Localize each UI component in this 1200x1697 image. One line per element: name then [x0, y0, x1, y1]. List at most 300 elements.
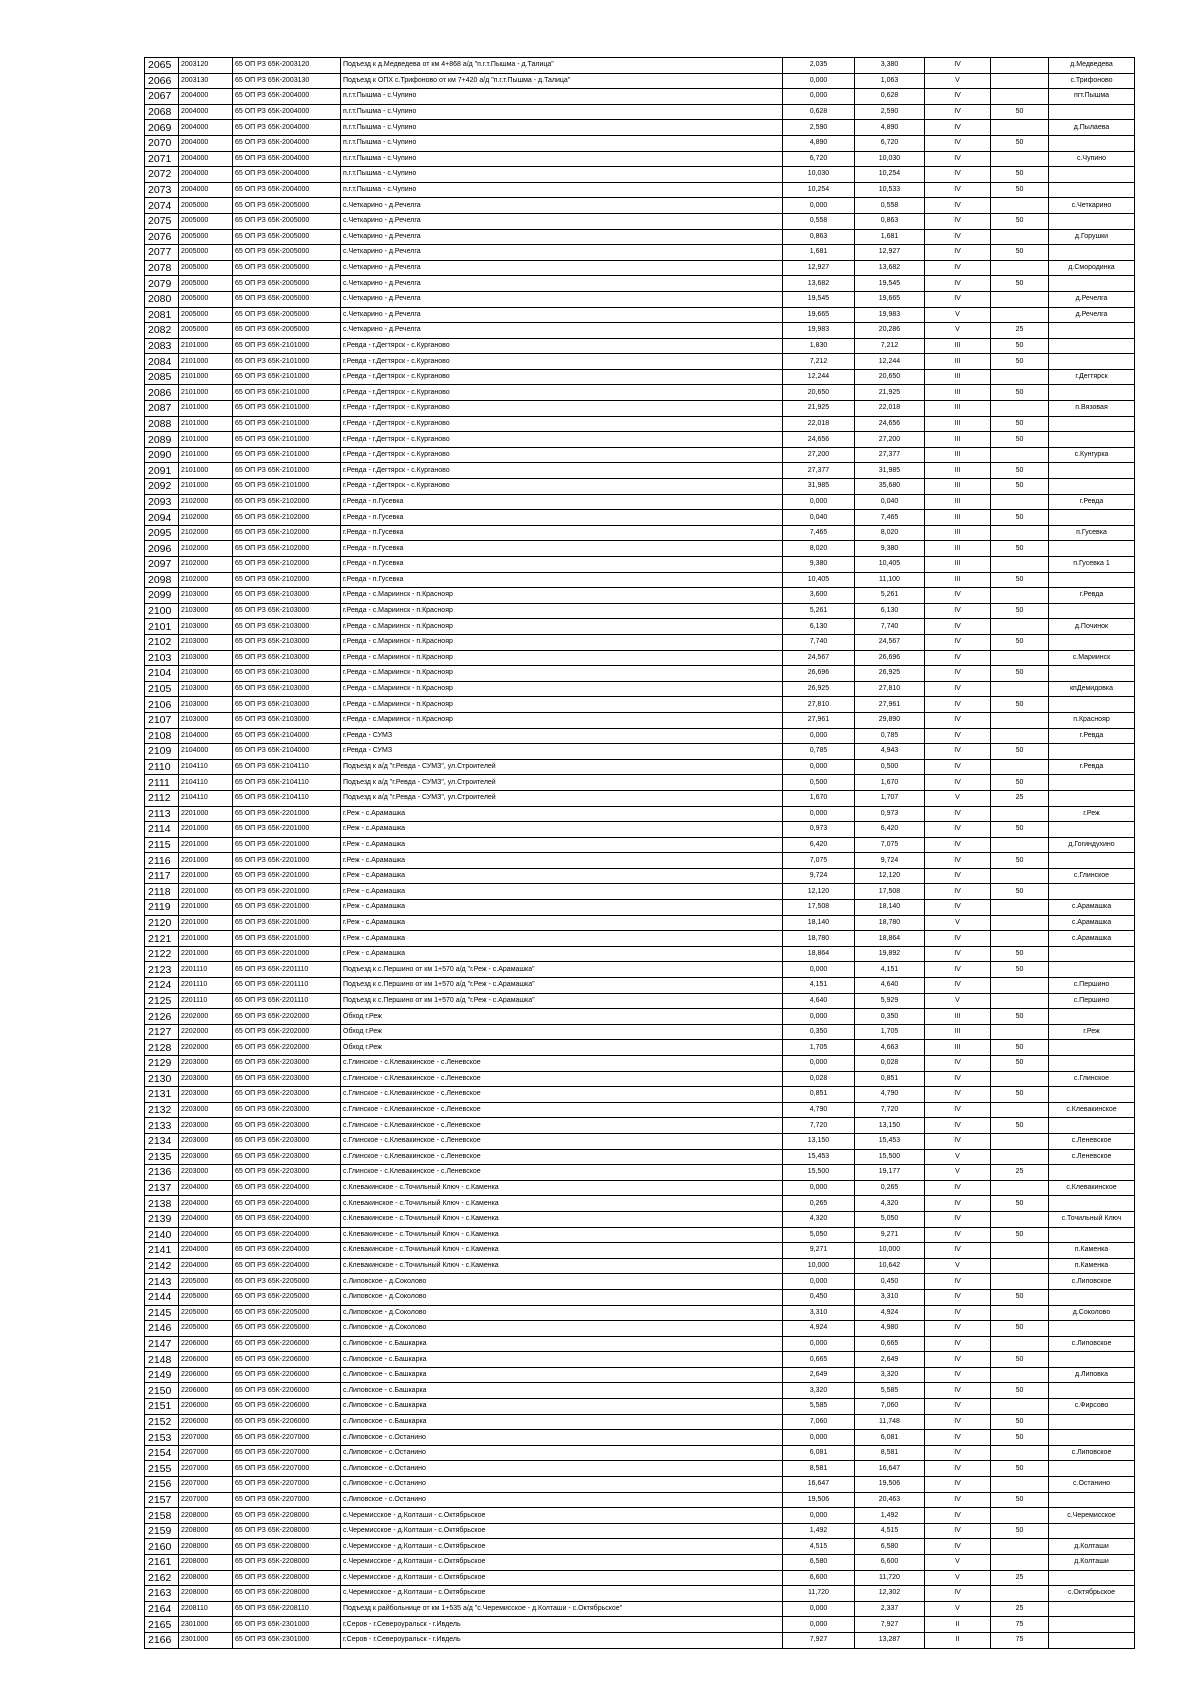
cell-no: 2098	[145, 572, 179, 588]
cell-no: 2095	[145, 525, 179, 541]
cell-reg: 65 ОП РЗ 65К-2003120	[233, 58, 341, 74]
cell-id: 2207000	[179, 1445, 233, 1461]
cell-category: IV	[925, 135, 991, 151]
cell-settlement	[1049, 1009, 1135, 1025]
cell-speed: 75	[991, 1632, 1049, 1648]
table-row	[145, 120, 1135, 136]
table-body	[145, 58, 1135, 1649]
cell-id: 2201000	[179, 806, 233, 822]
cell-name: с.Глинское - с.Клевакинское - с.Леневское	[341, 1056, 783, 1072]
cell-settlement	[1049, 1617, 1135, 1633]
cell-id: 2208000	[179, 1586, 233, 1602]
cell-category: V	[925, 307, 991, 323]
cell-category: III	[925, 557, 991, 573]
cell-speed: 50	[991, 245, 1049, 261]
cell-no: 2077	[145, 245, 179, 261]
cell-no: 2068	[145, 104, 179, 120]
cell-speed: 50	[991, 666, 1049, 682]
cell-end-km: 6,600	[855, 1555, 925, 1571]
cell-end-km: 0,863	[855, 213, 925, 229]
cell-settlement	[1049, 666, 1135, 682]
cell-category: III	[925, 369, 991, 385]
cell-start-km: 0,000	[783, 494, 855, 510]
cell-speed: 50	[991, 853, 1049, 869]
cell-start-km: 7,720	[783, 1118, 855, 1134]
cell-name: г.Реж - с.Арамашка	[341, 806, 783, 822]
cell-start-km: 0,000	[783, 1430, 855, 1446]
cell-reg: 65 ОП РЗ 65К-2205000	[233, 1274, 341, 1290]
cell-reg: 65 ОП РЗ 65К-2104110	[233, 775, 341, 791]
cell-no: 2124	[145, 978, 179, 994]
table-row	[145, 151, 1135, 167]
cell-no: 2133	[145, 1118, 179, 1134]
cell-settlement	[1049, 354, 1135, 370]
table-row	[145, 432, 1135, 448]
cell-name: г.Ревда - с.Мариинск - п.Краснояр	[341, 634, 783, 650]
cell-name: г.Ревда - г.Дегтярск - с.Курганово	[341, 479, 783, 495]
cell-no: 2125	[145, 993, 179, 1009]
cell-category: IV	[925, 1274, 991, 1290]
cell-id: 2101000	[179, 432, 233, 448]
cell-settlement: д.Гогиндухино	[1049, 837, 1135, 853]
cell-start-km: 0,000	[783, 1336, 855, 1352]
cell-id: 2101000	[179, 447, 233, 463]
cell-no: 2100	[145, 603, 179, 619]
cell-speed	[991, 1133, 1049, 1149]
cell-no: 2115	[145, 837, 179, 853]
cell-settlement: с.Точильный Ключ	[1049, 1211, 1135, 1227]
cell-id: 2207000	[179, 1477, 233, 1493]
cell-category: IV	[925, 276, 991, 292]
cell-reg: 65 ОП РЗ 65К-2208000	[233, 1555, 341, 1571]
cell-category: IV	[925, 291, 991, 307]
cell-speed: 50	[991, 1383, 1049, 1399]
cell-end-km: 19,545	[855, 276, 925, 292]
cell-speed	[991, 759, 1049, 775]
cell-category: IV	[925, 1461, 991, 1477]
cell-start-km: 8,020	[783, 541, 855, 557]
cell-start-km: 7,060	[783, 1414, 855, 1430]
cell-category: IV	[925, 182, 991, 198]
table-row	[145, 541, 1135, 557]
cell-reg: 65 ОП РЗ 65К-2301000	[233, 1617, 341, 1633]
cell-id: 2102000	[179, 494, 233, 510]
table-row	[145, 1601, 1135, 1617]
cell-start-km: 13,150	[783, 1133, 855, 1149]
cell-category: IV	[925, 931, 991, 947]
cell-reg: 65 ОП РЗ 65К-2205000	[233, 1289, 341, 1305]
cell-name: г.Реж - с.Арамашка	[341, 915, 783, 931]
cell-reg: 65 ОП РЗ 65К-2201000	[233, 822, 341, 838]
cell-speed: 50	[991, 572, 1049, 588]
table-row	[145, 1009, 1135, 1025]
cell-name: с.Четкарино - д.Речелга	[341, 229, 783, 245]
cell-speed: 25	[991, 1165, 1049, 1181]
cell-id: 2005000	[179, 229, 233, 245]
cell-start-km: 0,863	[783, 229, 855, 245]
cell-id: 2005000	[179, 307, 233, 323]
cell-settlement	[1049, 338, 1135, 354]
cell-reg: 65 ОП РЗ 65К-2101000	[233, 385, 341, 401]
cell-end-km: 0,500	[855, 759, 925, 775]
cell-reg: 65 ОП РЗ 65К-2205000	[233, 1321, 341, 1337]
cell-name: г.Ревда - г.Дегтярск - с.Курганово	[341, 385, 783, 401]
cell-end-km: 0,558	[855, 198, 925, 214]
cell-start-km: 0,000	[783, 1180, 855, 1196]
cell-category: IV	[925, 260, 991, 276]
cell-reg: 65 ОП РЗ 65К-2206000	[233, 1414, 341, 1430]
cell-id: 2202000	[179, 1024, 233, 1040]
cell-speed	[991, 1274, 1049, 1290]
cell-start-km: 27,200	[783, 447, 855, 463]
cell-settlement	[1049, 245, 1135, 261]
cell-speed: 50	[991, 962, 1049, 978]
cell-end-km: 5,585	[855, 1383, 925, 1399]
cell-end-km: 0,973	[855, 806, 925, 822]
table-row	[145, 276, 1135, 292]
cell-end-km: 1,492	[855, 1508, 925, 1524]
cell-name: г.Реж - с.Арамашка	[341, 837, 783, 853]
cell-speed	[991, 447, 1049, 463]
cell-id: 2103000	[179, 634, 233, 650]
cell-reg: 65 ОП РЗ 65К-2004000	[233, 104, 341, 120]
cell-end-km: 10,533	[855, 182, 925, 198]
cell-category: IV	[925, 962, 991, 978]
cell-no: 2151	[145, 1399, 179, 1415]
cell-start-km: 22,018	[783, 416, 855, 432]
cell-start-km: 0,000	[783, 1601, 855, 1617]
cell-category: IV	[925, 681, 991, 697]
table-row	[145, 1024, 1135, 1040]
cell-no: 2116	[145, 853, 179, 869]
table-row	[145, 946, 1135, 962]
table-row	[145, 634, 1135, 650]
cell-category: IV	[925, 759, 991, 775]
cell-category: IV	[925, 853, 991, 869]
cell-speed	[991, 151, 1049, 167]
cell-reg: 65 ОП РЗ 65К-2201000	[233, 868, 341, 884]
cell-category: IV	[925, 245, 991, 261]
cell-id: 2004000	[179, 104, 233, 120]
cell-speed: 50	[991, 182, 1049, 198]
table-row	[145, 588, 1135, 604]
cell-start-km: 9,380	[783, 557, 855, 573]
cell-id: 2206000	[179, 1336, 233, 1352]
cell-name: г.Ревда - СУМЗ	[341, 728, 783, 744]
cell-end-km: 26,696	[855, 650, 925, 666]
cell-start-km: 0,000	[783, 759, 855, 775]
cell-id: 2208000	[179, 1508, 233, 1524]
cell-end-km: 10,000	[855, 1243, 925, 1259]
table-row	[145, 89, 1135, 105]
cell-start-km: 2,649	[783, 1367, 855, 1383]
cell-speed	[991, 1024, 1049, 1040]
cell-no: 2080	[145, 291, 179, 307]
cell-end-km: 8,581	[855, 1445, 925, 1461]
cell-reg: 65 ОП РЗ 65К-2202000	[233, 1040, 341, 1056]
cell-speed	[991, 1180, 1049, 1196]
cell-name: г.Ревда - с.Мариинск - п.Краснояр	[341, 681, 783, 697]
cell-speed	[991, 1243, 1049, 1259]
cell-speed: 50	[991, 1056, 1049, 1072]
cell-speed	[991, 1508, 1049, 1524]
table-row	[145, 510, 1135, 526]
cell-id: 2201110	[179, 978, 233, 994]
cell-end-km: 12,244	[855, 354, 925, 370]
cell-speed: 50	[991, 463, 1049, 479]
table-row	[145, 354, 1135, 370]
cell-reg: 65 ОП РЗ 65К-2005000	[233, 260, 341, 276]
cell-speed: 50	[991, 104, 1049, 120]
cell-reg: 65 ОП РЗ 65К-2208000	[233, 1523, 341, 1539]
cell-id: 2201000	[179, 884, 233, 900]
cell-no: 2085	[145, 369, 179, 385]
table-row	[145, 1305, 1135, 1321]
table-row	[145, 1492, 1135, 1508]
cell-reg: 65 ОП РЗ 65К-2201110	[233, 993, 341, 1009]
cell-start-km: 1,492	[783, 1523, 855, 1539]
cell-start-km: 18,864	[783, 946, 855, 962]
cell-category: IV	[925, 868, 991, 884]
cell-reg: 65 ОП РЗ 65К-2206000	[233, 1352, 341, 1368]
cell-settlement: п.Каменка	[1049, 1258, 1135, 1274]
cell-speed	[991, 73, 1049, 89]
cell-start-km: 9,271	[783, 1243, 855, 1259]
cell-no: 2094	[145, 510, 179, 526]
cell-end-km: 27,810	[855, 681, 925, 697]
cell-reg: 65 ОП РЗ 65К-2203000	[233, 1133, 341, 1149]
cell-start-km: 6,600	[783, 1570, 855, 1586]
cell-settlement	[1049, 1165, 1135, 1181]
cell-id: 2005000	[179, 213, 233, 229]
cell-reg: 65 ОП РЗ 65К-2208000	[233, 1539, 341, 1555]
cell-name: Подъезд к д.Медведева от км 4+868 а/д "п.г.т.Пышма - д.Талица"	[341, 58, 783, 74]
cell-no: 2088	[145, 416, 179, 432]
cell-category: III	[925, 541, 991, 557]
cell-id: 2208000	[179, 1523, 233, 1539]
cell-id: 2201000	[179, 822, 233, 838]
cell-end-km: 7,212	[855, 338, 925, 354]
cell-settlement	[1049, 962, 1135, 978]
cell-name: с.Липовское - с.Останино	[341, 1492, 783, 1508]
cell-speed	[991, 1367, 1049, 1383]
cell-id: 2202000	[179, 1040, 233, 1056]
cell-settlement: п.Краснояр	[1049, 712, 1135, 728]
cell-category: IV	[925, 1430, 991, 1446]
cell-settlement: г.Ревда	[1049, 728, 1135, 744]
cell-end-km: 11,720	[855, 1570, 925, 1586]
table-row	[145, 868, 1135, 884]
cell-category: V	[925, 323, 991, 339]
cell-id: 2103000	[179, 712, 233, 728]
cell-end-km: 0,350	[855, 1009, 925, 1025]
cell-category: IV	[925, 120, 991, 136]
cell-end-km: 22,018	[855, 401, 925, 417]
cell-start-km: 0,000	[783, 1009, 855, 1025]
cell-id: 2201000	[179, 853, 233, 869]
table-row	[145, 1321, 1135, 1337]
cell-no: 2076	[145, 229, 179, 245]
table-row	[145, 1133, 1135, 1149]
table-row	[145, 1165, 1135, 1181]
cell-start-km: 0,973	[783, 822, 855, 838]
cell-name: с.Четкарино - д.Речелга	[341, 245, 783, 261]
cell-speed: 50	[991, 775, 1049, 791]
cell-speed: 50	[991, 416, 1049, 432]
cell-end-km: 2,337	[855, 1601, 925, 1617]
cell-settlement	[1049, 853, 1135, 869]
cell-no: 2158	[145, 1508, 179, 1524]
table-row	[145, 1523, 1135, 1539]
cell-name: г.Ревда - п.Гусевка	[341, 525, 783, 541]
cell-no: 2145	[145, 1305, 179, 1321]
cell-end-km: 31,985	[855, 463, 925, 479]
cell-id: 2206000	[179, 1414, 233, 1430]
table-row	[145, 1445, 1135, 1461]
table-row	[145, 759, 1135, 775]
cell-start-km: 24,567	[783, 650, 855, 666]
cell-settlement	[1049, 1492, 1135, 1508]
cell-category: IV	[925, 1289, 991, 1305]
cell-no: 2083	[145, 338, 179, 354]
cell-id: 2203000	[179, 1165, 233, 1181]
table-row	[145, 213, 1135, 229]
cell-end-km: 12,927	[855, 245, 925, 261]
cell-name: с.Глинское - с.Клевакинское - с.Леневское	[341, 1102, 783, 1118]
road-register-sheet	[144, 57, 1134, 1649]
cell-name: с.Клевакинское - с.Точильный Ключ - с.Каменка	[341, 1211, 783, 1227]
cell-settlement	[1049, 1570, 1135, 1586]
cell-end-km: 0,628	[855, 89, 925, 105]
table-row	[145, 728, 1135, 744]
cell-reg: 65 ОП РЗ 65К-2004000	[233, 182, 341, 198]
cell-id: 2205000	[179, 1321, 233, 1337]
cell-start-km: 19,983	[783, 323, 855, 339]
cell-speed	[991, 993, 1049, 1009]
table-row	[145, 104, 1135, 120]
cell-no: 2106	[145, 697, 179, 713]
table-row	[145, 198, 1135, 214]
cell-start-km: 0,000	[783, 1617, 855, 1633]
cell-reg: 65 ОП РЗ 65К-2204000	[233, 1211, 341, 1227]
cell-no: 2066	[145, 73, 179, 89]
cell-settlement: с.Трифоново	[1049, 73, 1135, 89]
cell-name: с.Четкарино - д.Речелга	[341, 323, 783, 339]
cell-end-km: 19,506	[855, 1477, 925, 1493]
table-row	[145, 1180, 1135, 1196]
cell-settlement	[1049, 1040, 1135, 1056]
cell-reg: 65 ОП РЗ 65К-2005000	[233, 276, 341, 292]
cell-reg: 65 ОП РЗ 65К-2101000	[233, 479, 341, 495]
cell-end-km: 19,983	[855, 307, 925, 323]
cell-id: 2205000	[179, 1305, 233, 1321]
cell-name: с.Липовское - д.Соколово	[341, 1289, 783, 1305]
cell-id: 2104110	[179, 775, 233, 791]
cell-settlement: с.Леневское	[1049, 1133, 1135, 1149]
table-row	[145, 1071, 1135, 1087]
table-row	[145, 1399, 1135, 1415]
cell-no: 2157	[145, 1492, 179, 1508]
cell-no: 2105	[145, 681, 179, 697]
cell-reg: 65 ОП РЗ 65К-2101000	[233, 354, 341, 370]
cell-no: 2129	[145, 1056, 179, 1072]
cell-no: 2148	[145, 1352, 179, 1368]
cell-name: с.Глинское - с.Клевакинское - с.Леневское	[341, 1071, 783, 1087]
cell-no: 2097	[145, 557, 179, 573]
cell-end-km: 1,670	[855, 775, 925, 791]
table-row	[145, 307, 1135, 323]
cell-id: 2206000	[179, 1352, 233, 1368]
cell-settlement: д.Смородинка	[1049, 260, 1135, 276]
cell-reg: 65 ОП РЗ 65К-2203000	[233, 1118, 341, 1134]
cell-speed	[991, 198, 1049, 214]
cell-speed: 50	[991, 213, 1049, 229]
cell-reg: 65 ОП РЗ 65К-2207000	[233, 1461, 341, 1477]
cell-category: V	[925, 1258, 991, 1274]
cell-speed: 50	[991, 884, 1049, 900]
cell-name: с.Четкарино - д.Речелга	[341, 276, 783, 292]
cell-reg: 65 ОП РЗ 65К-2207000	[233, 1445, 341, 1461]
cell-end-km: 15,453	[855, 1133, 925, 1149]
cell-id: 2102000	[179, 541, 233, 557]
table-row	[145, 73, 1135, 89]
cell-name: г.Серов - г.Североуральск - г.Ивдель	[341, 1617, 783, 1633]
cell-start-km: 10,405	[783, 572, 855, 588]
cell-reg: 65 ОП РЗ 65К-2102000	[233, 510, 341, 526]
cell-name: г.Ревда - г.Дегтярск - с.Курганово	[341, 369, 783, 385]
cell-name: г.Ревда - с.Мариинск - п.Краснояр	[341, 603, 783, 619]
cell-category: IV	[925, 619, 991, 635]
cell-no: 2142	[145, 1258, 179, 1274]
cell-no: 2139	[145, 1211, 179, 1227]
cell-id: 2103000	[179, 697, 233, 713]
cell-category: IV	[925, 58, 991, 74]
cell-speed: 50	[991, 1289, 1049, 1305]
cell-speed	[991, 260, 1049, 276]
table-row	[145, 1227, 1135, 1243]
cell-start-km: 0,040	[783, 510, 855, 526]
table-row	[145, 837, 1135, 853]
cell-reg: 65 ОП РЗ 65К-2204000	[233, 1196, 341, 1212]
cell-category: III	[925, 385, 991, 401]
table-row	[145, 697, 1135, 713]
table-row	[145, 1211, 1135, 1227]
cell-no: 2149	[145, 1367, 179, 1383]
cell-name: г.Ревда - г.Дегтярск - с.Курганово	[341, 447, 783, 463]
cell-name: п.г.т.Пышма - с.Чупино	[341, 135, 783, 151]
cell-name: Подъезд к с.Першино от км 1+570 а/д "г.Реж - с.Арамашка"	[341, 978, 783, 994]
cell-reg: 65 ОП РЗ 65К-2101000	[233, 401, 341, 417]
cell-settlement	[1049, 697, 1135, 713]
cell-start-km: 1,670	[783, 790, 855, 806]
table-row	[145, 822, 1135, 838]
cell-start-km: 8,581	[783, 1461, 855, 1477]
cell-id: 2201000	[179, 915, 233, 931]
cell-id: 2208110	[179, 1601, 233, 1617]
table-row	[145, 712, 1135, 728]
cell-id: 2203000	[179, 1133, 233, 1149]
table-row	[145, 1367, 1135, 1383]
cell-no: 2146	[145, 1321, 179, 1337]
cell-settlement: д.Починок	[1049, 619, 1135, 635]
cell-id: 2205000	[179, 1289, 233, 1305]
cell-id: 2201110	[179, 962, 233, 978]
table-row	[145, 1508, 1135, 1524]
cell-start-km: 6,720	[783, 151, 855, 167]
cell-no: 2086	[145, 385, 179, 401]
table-row	[145, 1102, 1135, 1118]
cell-name: г.Реж - с.Арамашка	[341, 868, 783, 884]
